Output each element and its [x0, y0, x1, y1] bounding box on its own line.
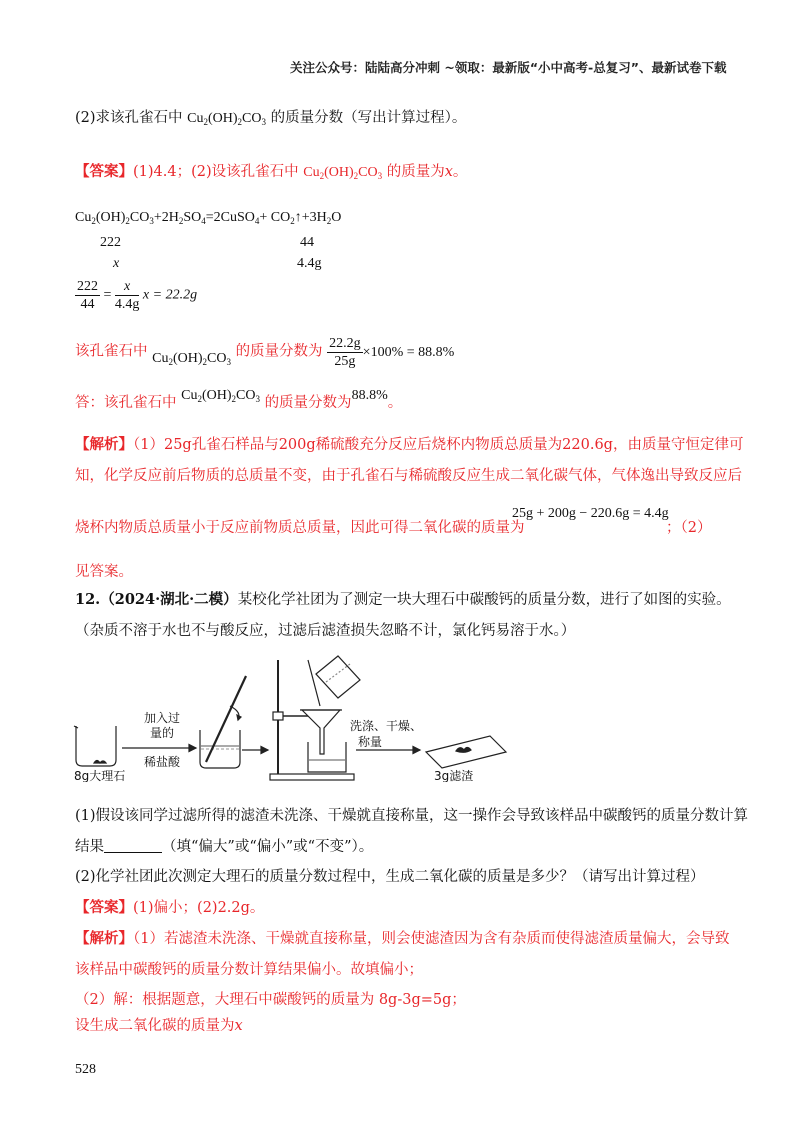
explanation-12-line-3: （2）解：根据题意，大理石中碳酸钙的质量为 8g-3g=5g；	[75, 992, 466, 1008]
answer-blank	[104, 838, 162, 853]
pour-guide-rod	[308, 660, 320, 706]
label-8g-marble: 8g大理石	[74, 769, 126, 782]
label-3g-residue: 3g滤渣	[434, 769, 474, 782]
answer-12: 【答案】(1)偏小；(2)2.2g。	[75, 899, 265, 916]
explanation-12-line-4: 设生成二氧化碳的质量为x	[75, 1018, 243, 1034]
arrow1-label-1: 加入过	[143, 711, 181, 725]
question-12-header: 12.（2024·湖北·二模）某校化学社团为了测定一块大理石中碳酸钙的质量分数，进行了如图的实验。	[75, 591, 731, 608]
unknown-x: x	[113, 256, 120, 271]
question-2-prompt: (2)求该孔雀石中 $Cu_2(OH)_2CO_3$ 的质量分数（写出计算过程）。	[75, 110, 467, 127]
page-number: 528	[75, 1062, 96, 1077]
arrow1-label-3: 稀盐酸	[143, 755, 181, 769]
question-12-2: (2)化学社团此次测定大理石的质量分数过程中，生成二氧化碳的质量是多少？（请写出计算过程）	[75, 869, 705, 885]
mass-fraction-calc: 该孔雀石中 $Cu_2(OH)_2CO_3$ 的质量分数为 $\frac{22.2g}{25g}$ ×100% = 88.8%	[75, 336, 455, 369]
answer-statement: 答：该孔雀石中 $Cu_2(OH)_2CO_3$ 的质量分数为88.8%。	[75, 388, 403, 411]
ratio-equation: $\frac{222}{44}$ = $\frac{x}{4.4g}$ x = 22.2g	[77, 279, 198, 312]
experiment-diagram	[70, 650, 510, 782]
molar-mass-44: 44	[300, 235, 314, 250]
marble-pieces	[94, 761, 106, 764]
pouring-beaker	[316, 656, 360, 698]
chemical-equation: $Cu_2(OH)_2CO_3+2H_2SO_4=2CuSO_4+$ $CO_2↑+3H_2O$	[75, 210, 342, 226]
question-12-1-line-1: (1)假设该同学过滤所得的滤渣未洗涤、干燥就直接称量，这一操作会导致该样品中碳酸钙的质量分数计算	[75, 808, 749, 824]
arrow3-label-2: 称量	[357, 735, 383, 749]
arrow1-label-2: 量的	[149, 726, 175, 740]
explanation-line-3-tail: ；（2）	[666, 520, 712, 536]
explanation-line-4: 见答案。	[75, 564, 133, 580]
arrow3-label-1: 洗涤、干燥、	[349, 719, 423, 733]
answer-line: 【答案】(1)4.4；(2)设该孔雀石中 $Cu_2(OH)_2CO_3$ 的质量为x。	[75, 163, 468, 181]
question-12-note: （杂质不溶于水也不与酸反应，过滤后滤渣损失忽略不计，氯化钙易溶于水。）	[75, 623, 576, 639]
mass-4-4g: 4.4g	[297, 256, 322, 271]
explanation-line-1: 【解析】（1）25g孔雀石样品与200g稀硫酸充分反应后烧杯内物质总质量为220.6g，由质量守恒定律可	[75, 436, 744, 453]
receiving-beaker	[308, 742, 346, 772]
explanation-12-line-1: 【解析】（1）若滤渣未洗涤、干燥就直接称量，则会使滤渣因为含有杂质而使得滤渣质量偏大，会导致	[75, 930, 730, 947]
co2-mass-formula: 25g + 200g − 220.6g = 4.4g	[512, 506, 669, 521]
explanation-line-2: 知，化学反应前后物质的总质量不变，由于孔雀石与稀硫酸反应生成二氧化碳气体，气体逸出导致反应后	[75, 468, 742, 484]
page-header: 关注公众号：陆陆高分冲刺 ~领取：最新版“小中高考-总复习”、最新试卷下载	[290, 60, 727, 75]
explanation-line-3: 烧杯内物质总质量小于反应前物质总质量，因此可得二氧化碳的质量为	[75, 520, 525, 536]
formula-malachite: $Cu_2(OH)_2CO_3$	[187, 111, 266, 127]
explanation-12-line-2: 该样品中碳酸钙的质量分数计算结果偏小。故填偏小；	[75, 962, 423, 978]
beaker-with-marble	[76, 726, 116, 766]
question-12-1-line-2: 结果 （填“偏大”或“偏小”或“不变”）。	[75, 839, 374, 855]
iron-stand-base	[270, 774, 354, 780]
molar-mass-222: 222	[100, 235, 121, 250]
